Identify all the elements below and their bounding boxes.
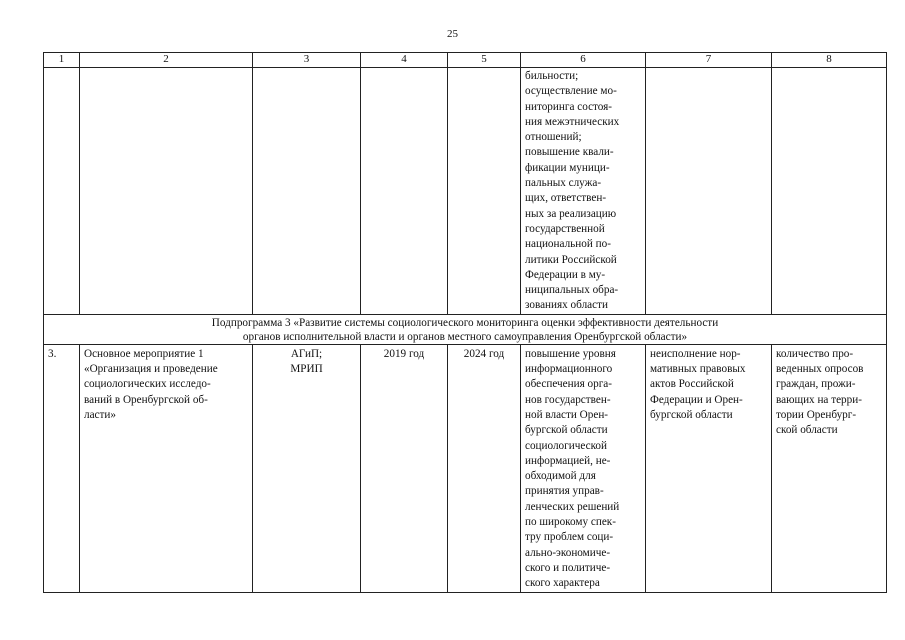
text-line: Основное мероприятие 1 xyxy=(84,347,204,360)
text-line: литики Российской xyxy=(525,253,617,266)
row-number: 3. xyxy=(44,344,80,592)
cell-empty xyxy=(253,68,361,315)
text-line: обходимой для xyxy=(525,470,596,483)
text-line: информацией, не- xyxy=(525,454,611,467)
text-line: ваний в Оренбургской об- xyxy=(84,393,208,406)
text-line: неисполнение нор- xyxy=(650,347,741,360)
text-line: бильности; xyxy=(525,70,579,82)
text-line: отношений; xyxy=(525,131,582,144)
column-number: 4 xyxy=(361,53,448,68)
cell-result-continuation xyxy=(521,68,646,315)
column-number: 1 xyxy=(44,53,80,68)
text-line: ниципальных обра- xyxy=(525,284,619,297)
table-row xyxy=(44,344,887,592)
cell-empty xyxy=(646,68,772,315)
column-number: 8 xyxy=(772,53,887,68)
text-line: Федерации и Орен- xyxy=(650,393,743,406)
text-line: бургской области xyxy=(650,408,733,421)
text-line: граждан, прожи- xyxy=(776,378,856,391)
text-line: принятия управ- xyxy=(525,485,604,498)
cell-empty xyxy=(448,68,521,315)
text-line: ского и политиче- xyxy=(525,561,611,574)
text-line: осуществление мо- xyxy=(525,85,617,98)
text-line: государственной xyxy=(525,222,605,235)
text-line: ных за реализацию xyxy=(525,207,617,220)
text-line: Подпрограмма 3 «Развитие системы социологического мониторинга оценки эффективности деятельности xyxy=(211,316,719,329)
text-line: щих, ответствен- xyxy=(525,192,607,205)
measures-table xyxy=(43,52,887,593)
text-line: нов государствен- xyxy=(525,393,611,406)
text-line: количество про- xyxy=(776,347,854,360)
text-line: органов исполнительной власти и органов местного самоуправления Оренбургской области» xyxy=(242,330,688,343)
non-implementation-consequences xyxy=(646,344,772,592)
text-line: «Организация и проведение xyxy=(84,363,218,376)
text-line: АГиП; xyxy=(290,347,323,360)
text-line: зованиях области xyxy=(525,299,608,312)
start-year: 2019 год xyxy=(361,344,448,592)
text-line: ной власти Орен- xyxy=(525,408,609,421)
text-line: повышение квали- xyxy=(525,146,614,159)
text-line: тру проблем соци- xyxy=(525,531,614,544)
cell-empty xyxy=(44,68,80,315)
column-number: 7 xyxy=(646,53,772,68)
text-line: ниторинга состоя- xyxy=(525,100,613,113)
page-number: 25 xyxy=(447,28,458,40)
text-line: повышение уровня xyxy=(525,347,616,360)
column-number: 5 xyxy=(448,53,521,68)
text-line: ласти» xyxy=(84,408,116,421)
cell-empty xyxy=(361,68,448,315)
cell-empty xyxy=(772,68,887,315)
text-line: национальной по- xyxy=(525,238,611,251)
subprogram-title xyxy=(44,314,887,344)
text-line: актов Российской xyxy=(650,378,734,391)
text-line: Федерации в му- xyxy=(525,268,606,281)
responsible-executors xyxy=(253,344,361,592)
text-line: ской области xyxy=(776,424,838,437)
column-number: 6 xyxy=(521,53,646,68)
related-indicators xyxy=(772,344,887,592)
text-line: бургской области xyxy=(525,424,608,437)
column-number-row xyxy=(44,53,887,68)
text-line: ского характера xyxy=(525,577,600,590)
text-line: по широкому спек- xyxy=(525,516,616,529)
column-number: 3 xyxy=(253,53,361,68)
expected-result xyxy=(521,344,646,592)
text-line: МРИП xyxy=(290,363,323,376)
text-line: социологических исследо- xyxy=(84,378,211,391)
text-line: веденных опросов xyxy=(776,363,864,376)
text-line: вающих на терри- xyxy=(776,393,862,406)
text-line: ально-экономиче- xyxy=(525,546,611,559)
end-year: 2024 год xyxy=(448,344,521,592)
text-line: ния межэтнических xyxy=(525,115,620,128)
continuation-row xyxy=(44,68,887,315)
cell-empty xyxy=(80,68,253,315)
text-line: социологической xyxy=(525,439,608,452)
text-line: пальных служа- xyxy=(525,177,602,190)
text-line: фикации муници- xyxy=(525,161,610,174)
text-line: информационного xyxy=(525,363,613,376)
text-line: ленческих решений xyxy=(525,500,620,513)
measure-name xyxy=(80,344,253,592)
column-number: 2 xyxy=(80,53,253,68)
text-line: обеспечения орга- xyxy=(525,378,612,391)
text-line: тории Оренбург- xyxy=(776,408,857,421)
subprogram-row xyxy=(44,314,887,344)
text-line: мативных правовых xyxy=(650,363,746,376)
